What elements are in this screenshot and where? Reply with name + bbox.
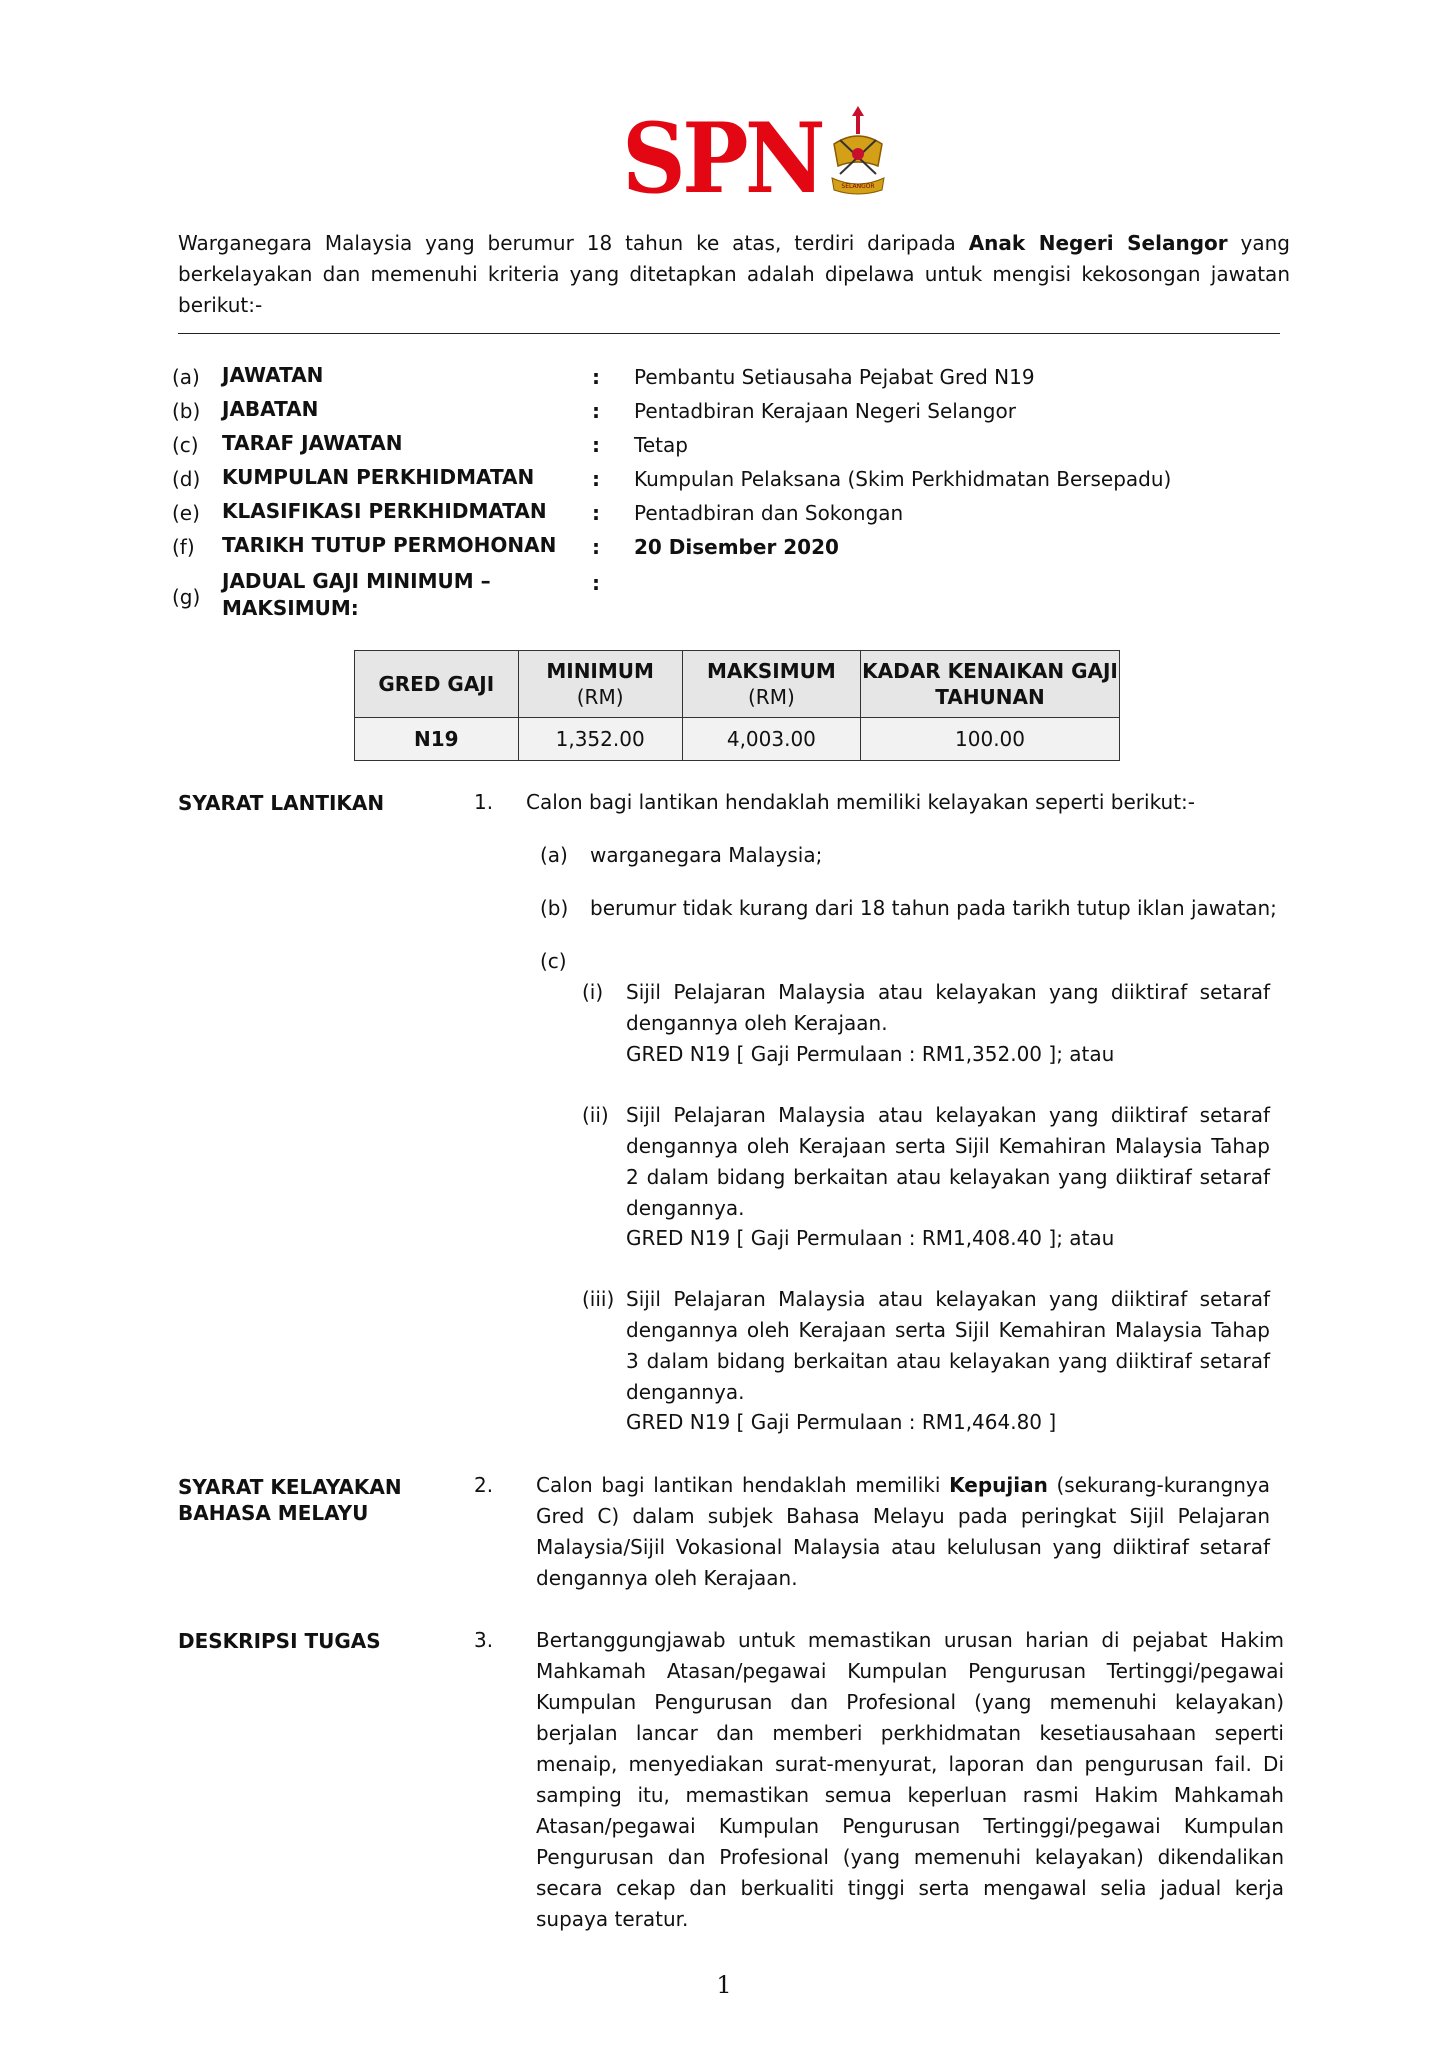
info-row-tarikh-tutup (172, 532, 1272, 566)
option-salary: GRED N19 [ Gaji Permulaan : RM1,408.40 ]; atau (626, 1226, 1115, 1250)
info-letter: (a) (172, 365, 200, 389)
intro-bold-text: Anak Negeri Selangor (968, 231, 1228, 255)
info-label: KUMPULAN PERKHIDMATAN (222, 465, 535, 489)
section-label-syarat-bahasa (178, 1474, 458, 1526)
info-colon: : (592, 433, 600, 457)
option-numeral: (iii) (582, 1287, 615, 1311)
spn-logo (620, 104, 900, 200)
option-salary: GRED N19 [ Gaji Permulaan : RM1,352.00 ]; atau (626, 1042, 1115, 1066)
salary-header-minimum: MINIMUM (RM) (518, 651, 682, 718)
info-row-jadual-gaji (172, 568, 1272, 628)
section-text: Bertanggungjawab untuk memastikan urusan harian di pejabat Hakim Mahkamah Atasan/pegawai Kumpulan Pengurusan Tertinggi/pegawai Kumpulan Pengurusan dan Profesional (yang memenuhi kelayakan) berjalan lancar dan memberi perkhidmatan kesetiausahaan seperti menaip, menyediakan surat-menyurat, laporan dan pengurusan fail. Di samping itu, memastikan semua keperluan rasmi Hakim Mahkamah Atasan/pegawai Kumpulan Pengurusan Tertinggi/pegawai Kumpulan Pengurusan dan Profesional (yang memenuhi kelayakan) dikendalikan secara cekap dan berkualiti tinggi serta mengawal selia jadual kerja supaya teratur. (536, 1628, 1284, 1931)
list-item-letter: (c) (540, 949, 567, 973)
list-item: warganegara Malaysia; (590, 843, 823, 867)
info-label: KLASIFIKASI PERKHIDMATAN (222, 499, 547, 523)
info-row-jabatan (172, 396, 1272, 430)
section-label-deskripsi-tugas: DESKRIPSI TUGAS (178, 1629, 381, 1653)
info-row-kumpulan-perkhidmatan (172, 464, 1272, 498)
divider (178, 333, 1280, 334)
salary-header-gred: GRED GAJI (355, 651, 519, 718)
info-value: Pentadbiran dan Sokongan (634, 501, 904, 525)
selangor-crest-icon (832, 106, 884, 194)
info-row-taraf-jawatan (172, 430, 1272, 464)
section-label-line: BAHASA MELAYU (178, 1501, 369, 1525)
section-number: 1. (474, 790, 494, 814)
kepujian-bold-text: Kepujian (949, 1473, 1048, 1497)
salary-header-maksimum: MAKSIMUM (RM) (682, 651, 860, 718)
salary-cell-gred: N19 (355, 718, 519, 761)
info-label: JABATAN (222, 397, 319, 421)
list-item-letter: (b) (540, 896, 569, 920)
intro-paragraph (178, 228, 1290, 321)
svg-text:SPN: SPN (622, 104, 823, 200)
table-row (355, 718, 1120, 761)
info-value-closing-date: 20 Disember 2020 (634, 535, 839, 559)
option-text: Sijil Pelajaran Malaysia atau kelayakan yang diiktiraf setaraf dengannya oleh Kerajaan serta Sijil Kemahiran Malaysia Tahap 3 dalam bidang berkaitan atau kelayakan yang diiktiraf setaraf dengannya. (626, 1287, 1270, 1404)
option-numeral: (ii) (582, 1103, 609, 1127)
info-letter: (g) (172, 585, 201, 609)
info-label: TARAF JAWATAN (222, 431, 403, 455)
option-salary: GRED N19 [ Gaji Permulaan : RM1,464.80 ] (626, 1410, 1057, 1434)
salary-table-header-row (355, 651, 1120, 718)
info-value: Kumpulan Pelaksana (Skim Perkhidmatan Bersepadu) (634, 467, 1172, 491)
info-value: Tetap (634, 433, 688, 457)
intro-text-2: yang berkelayakan dan memenuhi kriteria yang ditetapkan adalah dipelawa untuk mengisi kekosongan jawatan berikut:- (178, 231, 1290, 317)
info-label: JAWATAN (222, 363, 324, 387)
section-number: 2. (474, 1473, 494, 1497)
info-letter: (b) (172, 399, 201, 423)
info-label: JADUAL GAJI MINIMUM – MAKSIMUM: (222, 569, 491, 620)
intro-text-1: Warganegara Malaysia yang berumur 18 tahun ke atas, terdiri daripada (178, 231, 969, 255)
page-number: 1 (716, 1971, 732, 1999)
section-label-line: SYARAT KELAYAKAN (178, 1475, 402, 1499)
option-text: Sijil Pelajaran Malaysia atau kelayakan yang diiktiraf setaraf dengannya oleh Kerajaan serta Sijil Kemahiran Malaysia Tahap 2 dalam bidang berkaitan atau kelayakan yang diiktiraf setaraf dengannya. (626, 1103, 1270, 1220)
info-colon: : (592, 535, 600, 559)
option-numeral: (i) (582, 980, 604, 1004)
salary-cell-maksimum: 4,003.00 (682, 718, 860, 761)
info-letter: (d) (172, 467, 201, 491)
info-letter: (e) (172, 501, 200, 525)
info-colon: : (592, 399, 600, 423)
info-colon: : (592, 365, 600, 389)
info-row-jawatan (172, 362, 1272, 396)
info-colon: : (592, 571, 600, 595)
info-label: TARIKH TUTUP PERMOHONAN (222, 533, 557, 557)
info-letter: (c) (172, 433, 199, 457)
section-number: 3. (474, 1628, 494, 1652)
info-letter: (f) (172, 535, 195, 559)
info-colon: : (592, 501, 600, 525)
svg-text:SELANGOR: SELANGOR (841, 183, 875, 190)
info-colon: : (592, 467, 600, 491)
section-label-syarat-lantikan: SYARAT LANTIKAN (178, 791, 385, 815)
section-text: Calon bagi lantikan hendaklah memiliki kelayakan seperti berikut:- (526, 790, 1196, 814)
salary-cell-kenaikan: 100.00 (861, 718, 1120, 761)
salary-table (354, 650, 1120, 761)
list-item-letter: (a) (540, 843, 568, 867)
salary-cell-minimum: 1,352.00 (518, 718, 682, 761)
info-value: Pembantu Setiausaha Pejabat Gred N19 (634, 365, 1035, 389)
info-value: Pentadbiran Kerajaan Negeri Selangor (634, 399, 1016, 423)
section-text: Calon bagi lantikan hendaklah memiliki Kepujian (sekurang-kurangnya Gred C) dalam subjek Bahasa Melayu pada peringkat Sijil Pelajaran Malaysia/Sijil Vokasional Malaysia atau kelulusan yang diiktiraf setaraf dengannya oleh Kerajaan. (536, 1473, 1271, 1590)
info-row-klasifikasi (172, 498, 1272, 532)
spn-logo-graphic (620, 104, 900, 200)
salary-header-kadar-kenaikan: KADAR KENAIKAN GAJI TAHUNAN (861, 651, 1120, 718)
list-item: berumur tidak kurang dari 18 tahun pada tarikh tutup iklan jawatan; (590, 896, 1277, 920)
option-text: Sijil Pelajaran Malaysia atau kelayakan yang diiktiraf setaraf dengannya oleh Kerajaan. (626, 980, 1270, 1035)
